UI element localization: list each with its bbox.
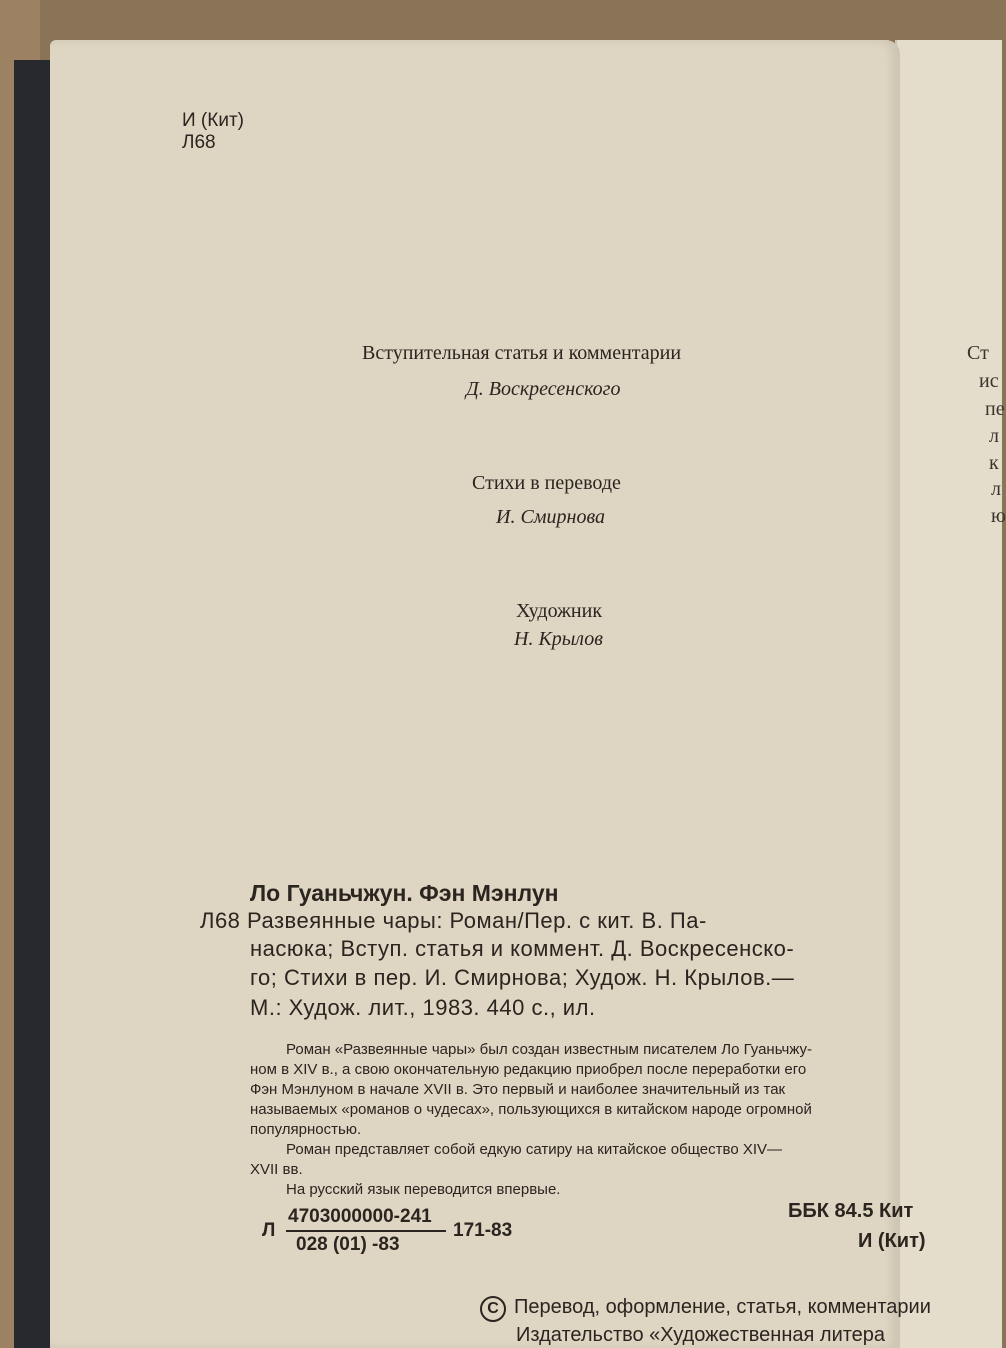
credit-role-artist: Художник (516, 600, 603, 622)
isbn-denominator: 028 (01) -83 (296, 1234, 400, 1255)
annotation-line: Роман «Развеянные чары» был создан известным писателем Ло Гуаньчжу- (286, 1041, 813, 1058)
bibliographic-line: насюка; Вступ. статья и коммент. Д. Воскресенско- (250, 936, 795, 961)
facing-page-fragment: ис (979, 370, 999, 392)
copyright-text: Перевод, оформление, статья, комментарии (514, 1296, 931, 1318)
facing-page-fragment: пе (985, 398, 1005, 420)
isbn-fraction-rule (286, 1230, 446, 1232)
annotation-line: XVII вв. (250, 1161, 303, 1178)
publisher-line: Издательство «Художественная литера (516, 1324, 886, 1346)
facing-page-fragment: к (989, 452, 999, 474)
isbn-suffix: 171-83 (453, 1220, 513, 1241)
annotation-line: Фэн Мэнлуном в начале XVII в. Это первый и наиболее значительный из так (250, 1081, 786, 1098)
copyright-line (480, 1296, 931, 1322)
credit-name-poems: И. Смирнова (496, 506, 606, 528)
classification-code: И (Кит) (182, 110, 244, 131)
bibliographic-author: Ло Гуаньчжун. Фэн Мэнлун (250, 880, 559, 906)
bibliographic-line: Л68 Развеянные чары: Роман/Пер. с кит. В. Па- (200, 908, 707, 933)
isbn-numerator: 4703000000-241 (288, 1206, 432, 1227)
annotation-line: Роман представляет собой едкую сатиру на китайское общество XIV— (286, 1141, 783, 1158)
isbn-letter: Л (262, 1220, 276, 1241)
annotation-line: ном в XIV в., а свою окончательную редакцию приобрел после переработки его (250, 1061, 807, 1078)
facing-page-fragment: ю (991, 505, 1006, 527)
credit-role-poems: Стихи в переводе (472, 472, 621, 494)
annotation-line: популярностью. (250, 1121, 362, 1138)
facing-page-fragment: Ст (967, 342, 989, 364)
credit-name-introduction: Д. Воскресенского (466, 378, 621, 400)
author-mark: Л68 (182, 132, 216, 153)
bibliographic-line: М.: Худож. лит., 1983. 440 с., ил. (250, 995, 596, 1020)
credit-name-artist: Н. Крылов (514, 628, 603, 650)
title-verso-page (50, 40, 931, 1348)
bibliographic-line: го; Стихи в пер. И. Смирнова; Худож. Н. Крылов.— (250, 965, 795, 990)
bbk-class: И (Кит) (858, 1230, 926, 1252)
facing-page (895, 40, 1006, 1348)
bbk-index: ББК 84.5 Кит (788, 1200, 914, 1222)
facing-page-fragment: л (991, 478, 1001, 500)
annotation-line: На русский язык переводится впервые. (286, 1181, 561, 1198)
facing-page-fragment: л (989, 425, 999, 447)
copyright-icon: C (480, 1296, 506, 1322)
annotation-line: называемых «романов о чудесах», пользующихся в китайском народе огромной (250, 1101, 812, 1118)
credit-role-introduction: Вступительная статья и комментарии (362, 342, 682, 364)
